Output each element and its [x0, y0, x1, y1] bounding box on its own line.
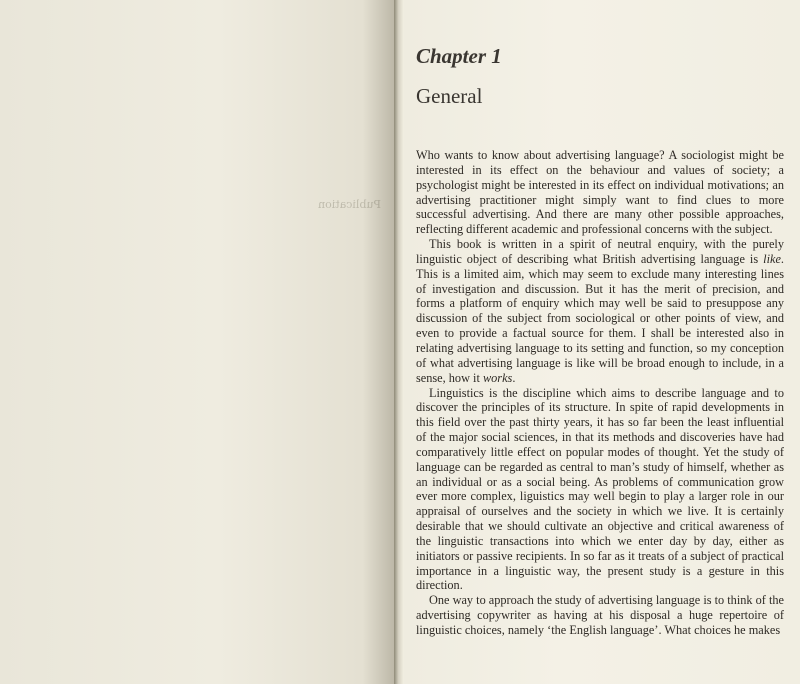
bleed-through-text: Publication [318, 198, 381, 211]
body-text [416, 148, 784, 638]
emphasis-like: like [763, 251, 781, 266]
chapter-title: General [416, 84, 483, 108]
book-spine [394, 0, 404, 684]
paragraph-2-end: . [512, 370, 516, 385]
paragraph-3: Linguistics is the discipline which aims to describe language and to discover the principles of its structure. In spite of rapid developments in this field over the past thirty years, it has so far been the least influential of the major social sciences, in that its methods and discoveries have had comparatively little effect on popular modes of thought. Yet the study of language can be regarded as central to man’s study of himself, whether as an individual or as a social being. As problems of communication grow ever more complex, liguistics may well begin to play a larger role in our appraisal of ourselves and the society in which we live. It is certainly desirable that we should cultivate an objective and critical awareness of the linguistic transactions into which we enter day by day, either as initiators or passive recipients. In so far as it treats of a subject of practical importance in a linguistic way, the present study is a gesture in this direction. [416, 385, 784, 593]
left-page [0, 0, 394, 684]
chapter-label: Chapter 1 [416, 44, 502, 68]
paragraph-2-part-1: This book is written in a spirit of neutral enquiry, with the purely linguistic object of describing what British advertising language is [416, 237, 784, 266]
paragraph-2 [416, 237, 784, 385]
paragraph-2-part-2: . This is a limited aim, which may seem to exclude many interesting lines of investigation and discussion. But it has the merit of precision, and forms a platform of enquiry which may well be said to presuppose any discussion of the subject from sociological or other points of view, and even to provide a factual source for them. I shall be interested also in relating advertising language to its setting and function, so my conception of what advertising language is like will be broad enough to include, in a sense, how it [416, 251, 784, 385]
emphasis-works: works [482, 370, 513, 385]
paragraph-4: One way to approach the study of advertising language is to think of the advertising copywriter as having at his disposal a huge repertoire of linguistic choices, namely ‘the English language’. What choices he makes [416, 593, 784, 637]
right-page [404, 0, 800, 684]
paragraph-1: Who wants to know about advertising language? A sociologist might be interested in its effect on the behaviour and values of society; a psychologist might be interested in its effect on individual motivations; an advertising practitioner might simply want to find clues to more successful advertising. And there are many other possible approaches, reflecting different academic and professional concerns with the subject. [416, 148, 784, 237]
